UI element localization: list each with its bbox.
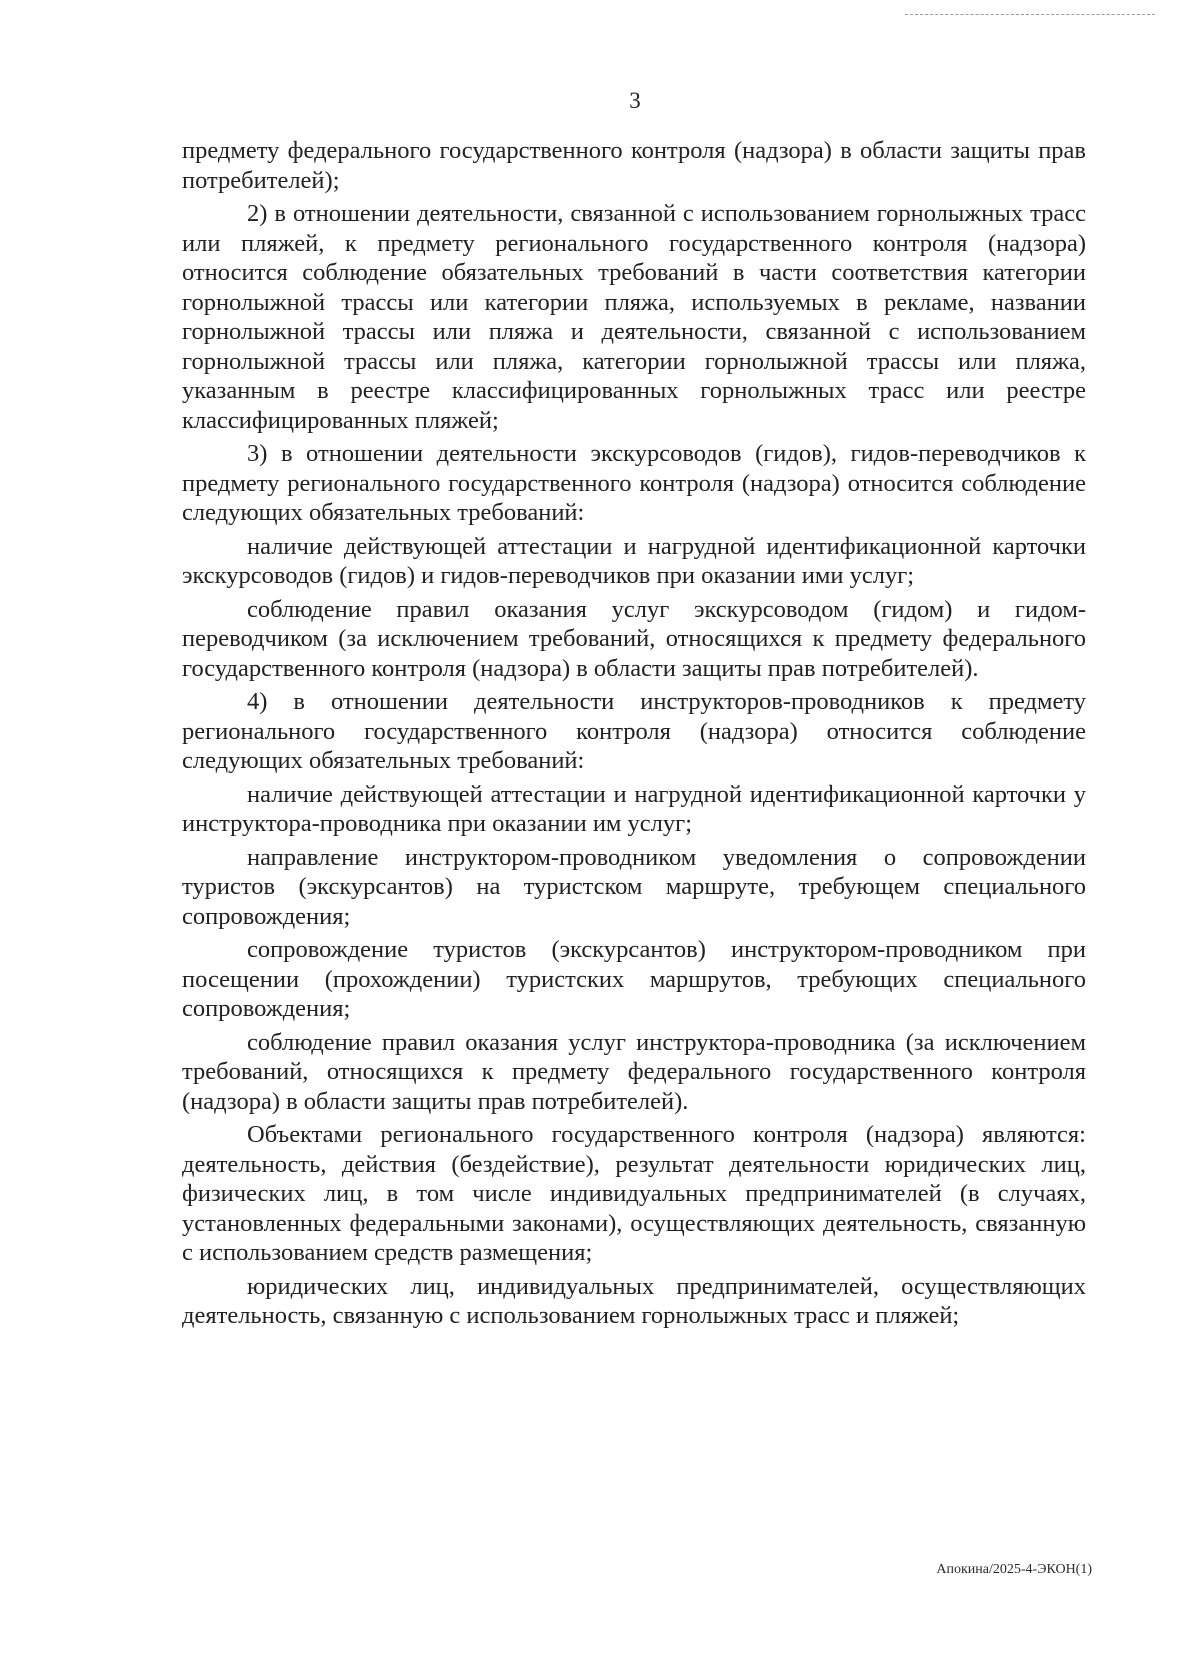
paragraph-item-4: 4) в отношении деятельности инструкторов-проводников к предмету регионального государственного контроля (надзора) относится соблюдение следующих обязательных требований:: [182, 688, 1086, 774]
page-number: 3: [629, 88, 641, 113]
paragraph-instructor-escort: сопровождение туристов (экскурсантов) инструктором-проводником при посещении (прохождении) туристских маршрутов, требующих специального сопровождения;: [182, 936, 1086, 1022]
paragraph-legal-entities: юридических лиц, индивидуальных предпринимателей, осуществляющих деятельность, связанную с использованием горнолыжных трасс и пляжей;: [182, 1272, 1086, 1329]
document-body: [182, 136, 1086, 1331]
paragraph-item-3: 3) в отношении деятельности экскурсоводов (гидов), гидов-переводчиков к предмету регионального государственного контроля (надзора) относится соблюдение следующих обязательных требований:: [182, 440, 1086, 526]
paragraph-instructor-rules: соблюдение правил оказания услуг инструктора-проводника (за исключением требований, относящихся к предмету федерального государственного контроля (надзора) в области защиты прав потребителей).: [182, 1028, 1086, 1115]
document-footer-code: Апокина/2025-4-ЭКОН(1): [936, 1562, 1092, 1577]
paragraph-instructor-notice: направление инструктором-проводником уведомления о сопровождении туристов (экскурсантов) на туристском маршруте, требующем специального сопровождения;: [182, 843, 1086, 930]
paragraph-continuation: предмету федерального государственного контроля (надзора) в области защиты прав потребителей);: [182, 137, 1086, 194]
paragraph-guide-attestation: наличие действующей аттестации и нагрудной идентификационной карточки экскурсоводов (гидов) и гидов-переводчиков при оказании ими услуг;: [182, 532, 1086, 589]
paragraph-item-2: 2) в отношении деятельности, связанной с использованием горнолыжных трасс или пляжей, к предмету регионального государственного контроля (надзора) относится соблюдение обязательных требований в части соответствия категории горнолыжной трассы или категории пляжа, используемых в рекламе, названии горнолыжной трассы или пляжа и деятельности, связанной с использованием горнолыжной трассы или пляжа, категории горнолыжной трассы или пляжа, указанным в реестре классифицированных горнолыжных трасс или реестре классифицированных пляжей;: [182, 200, 1086, 434]
scan-edge-line: [905, 14, 1155, 15]
paragraph-guide-rules: соблюдение правил оказания услуг экскурсоводом (гидом) и гидом-переводчиком (за исключением требований, относящихся к предмету федерального государственного контроля (надзора) в области защиты прав потребителей).: [182, 595, 1086, 682]
paragraph-objects: Объектами регионального государственного контроля (надзора) являются: деятельность, действия (бездействие), результат деятельности юридических лиц, физических лиц, в том числе индивидуальных предпринимателей (в случаях, установленных федеральными законами), осуществляющих деятельность, связанную с использованием средств размещения;: [182, 1121, 1086, 1266]
paragraph-instructor-attestation: наличие действующей аттестации и нагрудной идентификационной карточки у инструктора-проводника при оказании им услуг;: [182, 780, 1086, 837]
